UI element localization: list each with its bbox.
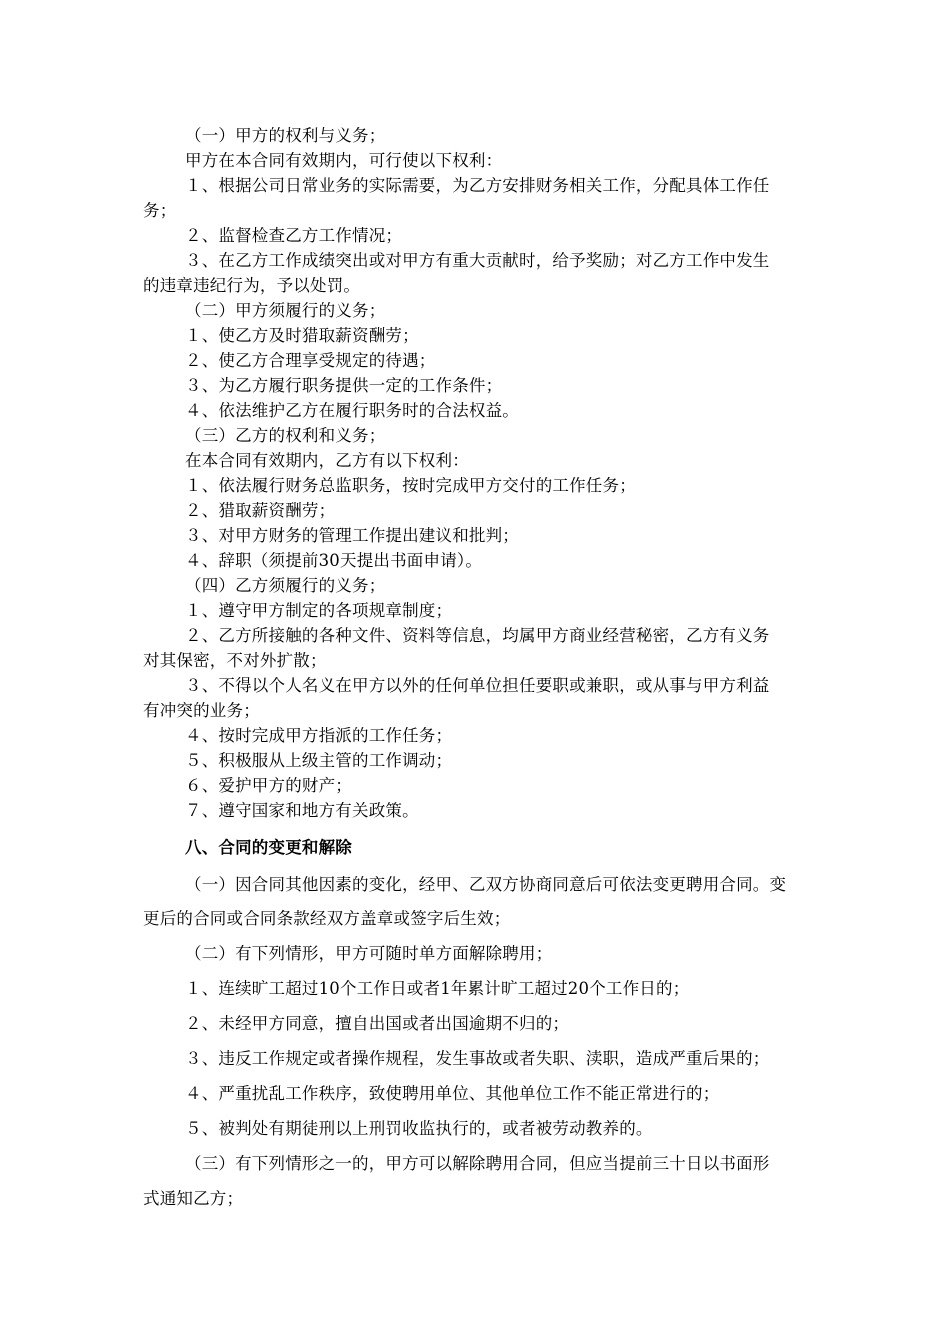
list-item: ３、违反工作规定或者操作规程，发生事故或者失职、渎职，造成严重后果的； (185, 1049, 770, 1068)
list-item: ５、积极服从上级主管的工作调动； (185, 751, 453, 770)
paragraph: （三）有下列情形之一的，甲方可以解除聘用合同，但应当提前三十日以书面形 (185, 1154, 770, 1173)
list-item-continuation: 有冲突的业务； (143, 701, 260, 720)
list-item: ２、猎取薪资酬劳； (185, 501, 336, 520)
paragraph: （一）因合同其他因素的变化，经甲、乙双方协商同意后可依法变更聘用合同。变 (185, 875, 787, 894)
list-item: ７、遵守国家和地方有关政策。 (185, 801, 419, 820)
list-item: ４、依法维护乙方在履行职务时的合法权益。 (185, 401, 519, 420)
list-item: １、使乙方及时猎取薪资酬劳； (185, 326, 419, 345)
paragraph: 在本合同有效期内，乙方有以下权利： (185, 451, 469, 470)
list-item: ４、严重扰乱工作秩序，致使聘用单位、其他单位工作不能正常进行的； (185, 1084, 720, 1103)
paragraph-continuation: 更后的合同或合同条款经双方盖章或签字后生效； (143, 909, 511, 928)
list-item: ３、对甲方财务的管理工作提出建议和批判； (185, 526, 519, 545)
section-heading: （一）甲方的权利与义务； (185, 126, 386, 145)
list-item-continuation: 的违章违纪行为，予以处罚。 (143, 276, 361, 295)
paragraph: （二）有下列情形，甲方可随时单方面解除聘用； (185, 944, 553, 963)
chapter-title: 八、合同的变更和解除 (185, 838, 352, 857)
section-heading: （三）乙方的权利和义务； (185, 426, 386, 445)
list-item: ２、监督检查乙方工作情况； (185, 226, 403, 245)
paragraph: 甲方在本合同有效期内，可行使以下权利： (185, 151, 503, 170)
list-item: １、连续旷工超过10个工作日或者1年累计旷工超过20个工作日的； (185, 979, 690, 998)
list-item: ２、未经甲方同意，擅自出国或者出国逾期不归的； (185, 1014, 570, 1033)
list-item: １、遵守甲方制定的各项规章制度； (185, 601, 453, 620)
list-item: ４、辞职（须提前30天提出书面申请）。 (185, 551, 483, 570)
list-item: ３、在乙方工作成绩突出或对甲方有重大贡献时，给予奖励；对乙方工作中发生 (185, 251, 770, 270)
list-item: ３、不得以个人名义在甲方以外的任何单位担任要职或兼职，或从事与甲方利益 (185, 676, 770, 695)
list-item: ４、按时完成甲方指派的工作任务； (185, 726, 453, 745)
list-item-continuation: 对其保密，不对外扩散； (143, 651, 327, 670)
list-item: １、依法履行财务总监职务，按时完成甲方交付的工作任务； (185, 476, 636, 495)
list-item: ３、为乙方履行职务提供一定的工作条件； (185, 376, 503, 395)
list-item: ２、乙方所接触的各种文件、资料等信息，均属甲方商业经营秘密，乙方有义务 (185, 626, 770, 645)
list-item: ６、爱护甲方的财产； (185, 776, 352, 795)
list-item: ５、被判处有期徒刑以上刑罚收监执行的，或者被劳动教养的。 (185, 1119, 653, 1138)
paragraph-continuation: 式通知乙方； (143, 1189, 244, 1208)
section-heading: （四）乙方须履行的义务； (185, 576, 386, 595)
list-item: ２、使乙方合理享受规定的待遇； (185, 351, 436, 370)
list-item: １、根据公司日常业务的实际需要，为乙方安排财务相关工作，分配具体工作任 (185, 176, 770, 195)
list-item-continuation: 务； (143, 201, 177, 220)
section-heading: （二）甲方须履行的义务； (185, 301, 386, 320)
